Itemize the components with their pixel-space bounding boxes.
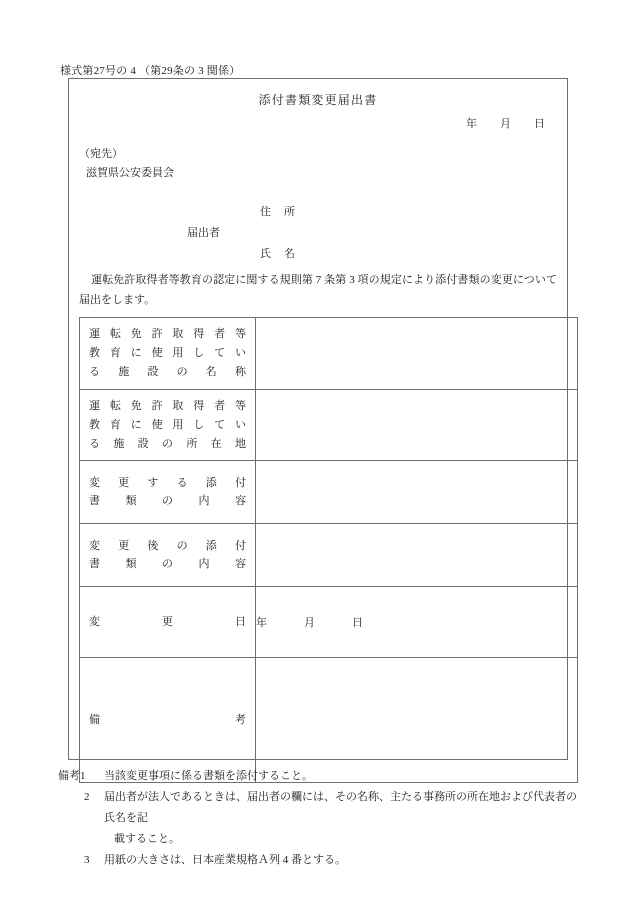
facility-address-label-cell — [80, 389, 256, 461]
change-date-month-label: 月 — [304, 617, 315, 630]
change-date-value-cell[interactable] — [256, 587, 578, 658]
table-row — [80, 389, 578, 461]
facility-name-value-cell[interactable] — [256, 318, 578, 390]
table-row — [80, 587, 578, 658]
addressee-name: 滋賀県公安委員会 — [86, 167, 174, 180]
change-content-value-cell[interactable] — [256, 461, 578, 524]
submitter-name-row — [260, 245, 295, 261]
document-title: 添付書類変更届出書 — [258, 93, 378, 107]
footnote-marker-1: 1 — [80, 770, 86, 782]
after-content-label-cell — [80, 524, 256, 587]
date-day-label: 日 — [534, 118, 545, 130]
facility-name-label-line-2: 教育に使用してい — [89, 346, 246, 359]
table-row — [80, 318, 578, 390]
change-content-label-cell — [80, 461, 256, 524]
footnote-text-3: 用紙の大きさは、日本産業規格Ａ列 4 番とする。 — [104, 853, 346, 866]
footnote-marker-3: 3 — [84, 853, 90, 866]
after-content-label-line-1: 変更後の添付 — [89, 539, 246, 552]
footnote-text-1: 当該変更事項に係る書類を添付すること。 — [104, 770, 313, 782]
facility-name-label-cell — [80, 318, 256, 390]
table-row — [80, 461, 578, 524]
form-table — [79, 317, 578, 783]
change-date-day-label: 日 — [352, 617, 363, 630]
footnote-heading — [58, 766, 104, 787]
footnote-item-2 — [58, 787, 578, 829]
footnote-text-2-continuation: 載すること。 — [114, 832, 180, 845]
facility-address-value-cell[interactable] — [256, 389, 578, 461]
after-content-label-line-2: 書類の内容 — [89, 558, 246, 571]
submitter-name-label-tail: 名 — [284, 248, 295, 260]
header-date-line — [466, 115, 545, 131]
footnote-marker-2: 2 — [84, 790, 90, 803]
form-outer-frame — [68, 78, 568, 760]
after-content-value-cell[interactable] — [256, 524, 578, 587]
table-row — [80, 524, 578, 587]
facility-name-label-line-3: る施設の名称 — [89, 365, 246, 378]
addressee-label: （宛先） — [79, 148, 123, 160]
footnote-item-1 — [58, 766, 578, 787]
remarks-label-line-1: 備考 — [89, 713, 246, 726]
date-month-label: 月 — [500, 118, 511, 130]
submitter-address-label-tail: 所 — [284, 206, 295, 218]
change-date-label-cell — [80, 587, 256, 658]
submitter-address-row — [260, 203, 295, 219]
change-content-label-line-2: 書類の内容 — [89, 495, 246, 508]
remarks-label-cell — [80, 658, 256, 783]
footnote-heading-text: 備考 — [58, 770, 80, 782]
footnote-item-3 — [58, 850, 578, 871]
footnotes-block — [58, 766, 578, 870]
submitter-block — [187, 203, 397, 261]
change-content-label-line-1: 変更する添付 — [89, 476, 246, 489]
change-date-year-label: 年 — [256, 617, 267, 630]
facility-address-label-line-2: 教育に使用してい — [89, 418, 246, 431]
facility-name-label-line-1: 運転免許取得者等 — [89, 328, 246, 340]
submitter-name-label: 氏 — [260, 248, 271, 260]
submitter-address-label: 住 — [260, 206, 271, 218]
footnote-text-2: 届出者が法人であるときは、届出者の欄には、その名称、主たる事務所の所在地および代表者の氏名を記 — [104, 790, 577, 824]
statement-paragraph: 運転免許取得者等教育の認定に関する規則第 7 条第 3 項の規定により添付書類の変更について届出をします。 — [79, 274, 557, 307]
submitter-label: 届出者 — [187, 227, 220, 239]
date-year-label: 年 — [466, 118, 477, 130]
form-number-label: 様式第27号の 4 （第29条の 3 関係） — [60, 65, 241, 77]
facility-address-label-line-3: る施設の所在地 — [89, 437, 246, 450]
remarks-value-cell[interactable] — [256, 658, 578, 783]
facility-address-label-line-1: 運転免許取得者等 — [89, 399, 246, 412]
addressee-block — [79, 145, 174, 184]
table-row — [80, 658, 578, 783]
change-date-label-line-1: 変更日 — [89, 615, 246, 628]
